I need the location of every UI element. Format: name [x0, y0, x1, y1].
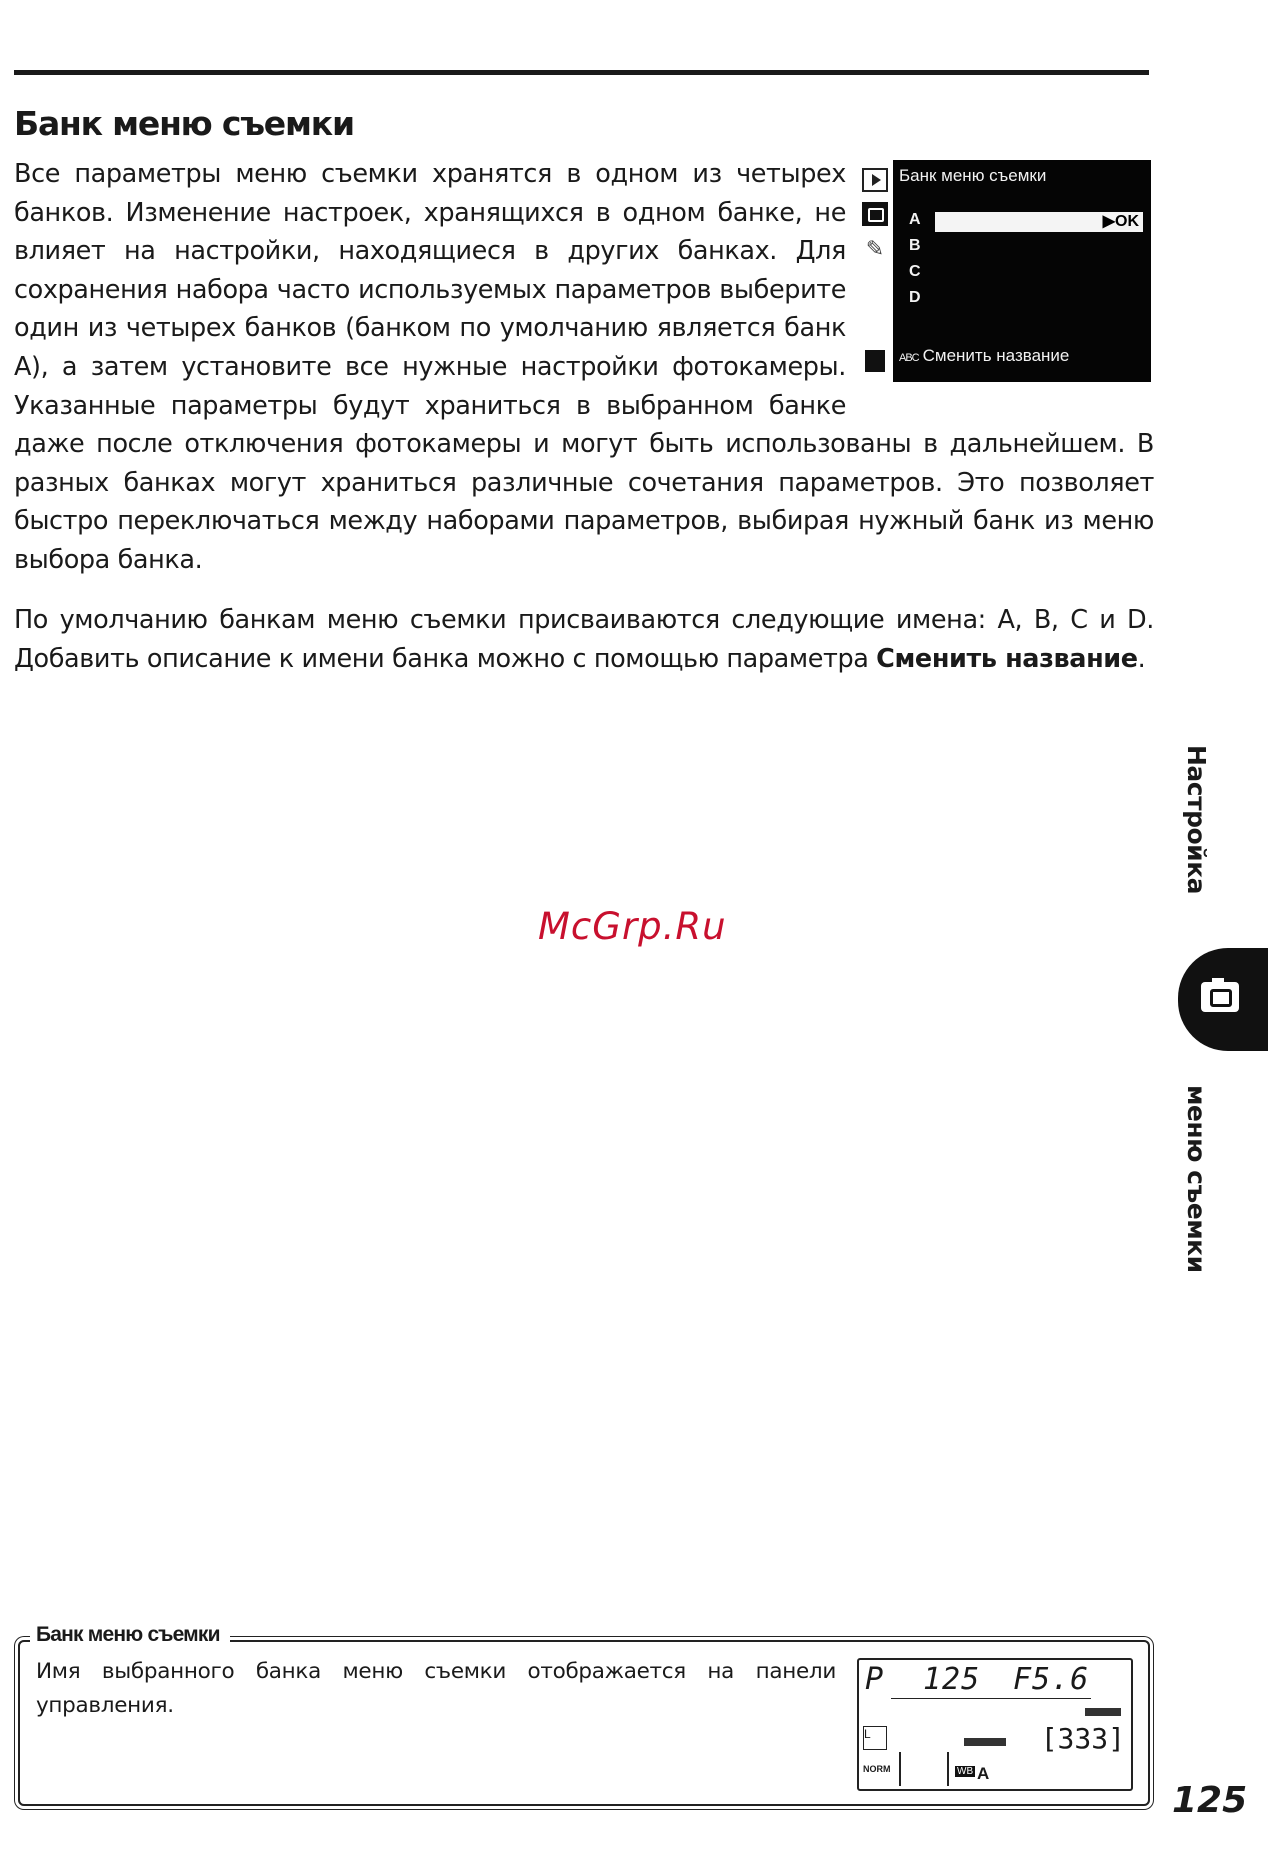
lcd-battery-icon [1085, 1708, 1121, 1716]
menu-selection-bar [935, 212, 1143, 232]
rename-option-text: Сменить название [922, 346, 1070, 365]
side-tab-setup-label: Настройка [1182, 745, 1211, 895]
abc-icon: ABC [899, 352, 919, 364]
menu-screen-title: Банк меню съемки [899, 166, 1047, 185]
default-names-paragraph [14, 601, 1154, 678]
lcd-rule [891, 1698, 1091, 1699]
paragraph2-end: . [1137, 643, 1146, 674]
lcd-mode: P [865, 1662, 885, 1697]
lcd-frame-count: [333] [1040, 1722, 1125, 1755]
paragraph2-start: По умолчанию банкам меню съемки присваиваются следующие имена: A, B, C и D. Добавить описание к имени банка можно с помощью параметра [14, 605, 1154, 674]
lcd-bracketing-icon [964, 1738, 1006, 1746]
bank-item-c: C [909, 263, 921, 280]
bank-item-a: A [909, 211, 921, 228]
help-icon [865, 350, 885, 372]
lcd-aperture: F5.6 [1013, 1662, 1090, 1697]
lcd-bank: A [977, 1764, 990, 1783]
note-text: Имя выбранного банка меню съемки отображается на панели управления. [36, 1659, 836, 1718]
section-heading: Банк меню съемки [14, 104, 354, 143]
playback-menu-icon [862, 168, 888, 192]
lcd-wb-icon: WB [957, 1766, 974, 1777]
lcd-image-size: L [863, 1726, 887, 1750]
shooting-menu-icon [862, 202, 888, 226]
bank-item-b: B [909, 237, 921, 254]
side-tab-shooting-menu-label: меню съемки [1182, 1085, 1211, 1273]
bank-item-d: D [909, 289, 921, 306]
watermark: McGrp.Ru [538, 905, 727, 948]
rename-option-label: Сменить название [876, 643, 1138, 674]
camera-icon [1201, 982, 1239, 1012]
custom-settings-icon: ✎ [865, 237, 885, 262]
control-panel-lcd [857, 1658, 1133, 1791]
lcd-af-area-icon [899, 1752, 949, 1786]
rename-option [899, 346, 1069, 366]
top-rule [14, 70, 1149, 75]
camera-menu-screen [893, 160, 1151, 382]
note-title: Банк меню съемки [30, 1623, 230, 1647]
lcd-shutter: 125 [923, 1662, 981, 1697]
menu-icon-column [860, 160, 890, 385]
intro-paragraph-text: Все параметры меню съемки хранятся в одном из четырех банков. Изменение настроек, хранящихся в одном банке, не влияет на настройки, находящиеся в других банках. Для сохранения набора часто используемых параметров выберите один из четырех банков (банком по умолчанию является банк A), а затем установите все нужные настройки фотокамеры. Указанные параметры будут храниться в выбранном банке даже после отключения фотокамеры и могут быть использованы в дальнейшем. В разных банках могут храниться различные сочетания параметров. Это позволяет быстро переключаться между наборами параметров, выбирая нужный банк из меню выбора банка. [14, 159, 1154, 575]
lcd-quality: NORM [863, 1764, 891, 1774]
page-number: 125 [1172, 1780, 1248, 1821]
ok-label: ▶OK [1102, 213, 1139, 230]
side-tab-badge [1178, 948, 1268, 1051]
